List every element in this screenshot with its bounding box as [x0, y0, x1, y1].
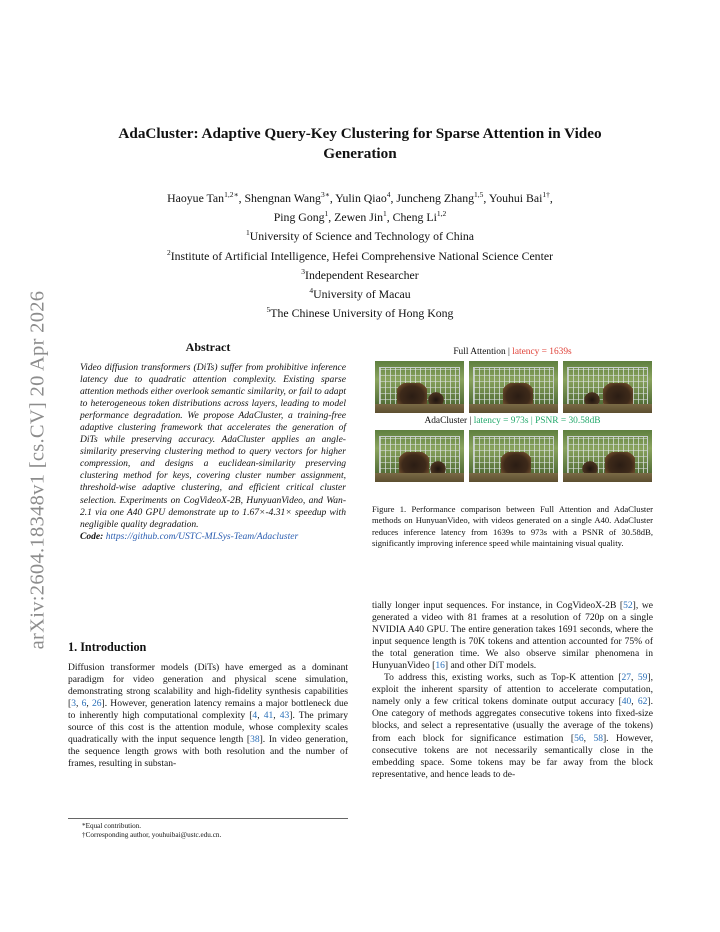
body-text: To address this, existing works, such as Top-K attention [	[384, 672, 622, 684]
citation-link[interactable]: 26	[91, 698, 102, 710]
figure-label-ada	[372, 416, 653, 426]
affiliation-text: The Chinese University of Hong Kong	[270, 306, 454, 321]
affiliation	[90, 283, 630, 302]
video-frame-image	[375, 430, 464, 482]
figure-row-full	[375, 361, 652, 413]
body-text: ] and other DiT models.	[444, 660, 537, 672]
footnote-corresponding: †Corresponding author, youhuibai@ustc.edu.cn.	[82, 831, 222, 840]
abstract-text: Video diffusion transformers (DiTs) suffer from prohibitive inference latency due to quadratic attention complexity. Existing sparse attention methods either overlook semantic similarity, or fail to adapt to heterogeneous token distributions across layers, leading to model performance degradation. We propose AdaCluster, a training-free adaptive clustering framework that accelerates the generation of DiTs while preserving accuracy. AdaCluster applies an angle-similarity preserving clustering method to query vectors for higher compression, and designs a euclidean-similarity preserving clustering method for keys, covering cluster number assignment, threshold-wise adaptive clustering, and efficient critical cluster selection. Experiments on CogVideoX-2B, HunyuanVideo, and Wan-2.1 via one A40 GPU demonstrate up to 1.67×-4.31× speedup with negligible quality degradation.	[80, 362, 346, 530]
right-column-body	[372, 600, 653, 781]
citation-link[interactable]: 52	[623, 600, 633, 611]
abstract-body	[80, 362, 346, 543]
figure-label-full	[372, 347, 653, 357]
affiliation	[90, 245, 630, 264]
author-name: , Yulin Qiao	[329, 190, 387, 205]
abstract-heading: Abstract	[185, 340, 231, 354]
intro-text: ]. The primary source of this cost is the attention module, whose complexity scales quadratically with the input sequence length [	[68, 710, 348, 746]
author-name: , Shengnan Wang	[238, 190, 321, 205]
author-block	[90, 187, 630, 322]
author-name: , Youhui Bai	[483, 190, 543, 205]
citation-link[interactable]: 6	[81, 698, 87, 710]
citation-link[interactable]: 43	[279, 710, 290, 722]
figure-row-ada	[375, 430, 652, 482]
affiliation-text: University of Science and Technology of China	[249, 229, 475, 244]
affiliation-text: University of Macau	[313, 287, 411, 302]
citation-link[interactable]: 40	[621, 696, 632, 708]
body-text: ], exploit the inherent sparsity of attention to accelerate computation, namely only a few critical tokens dominate output accuracy [	[372, 672, 653, 708]
affiliation-sup: 2	[166, 247, 171, 257]
video-frame-image	[469, 361, 558, 413]
author-sup: 4	[386, 190, 391, 199]
paper-title: AdaCluster: Adaptive Query-Key Clustering for Sparse Attention in Video Generation	[118, 125, 602, 162]
affiliation-text: Institute of Artificial Intelligence, Hefei Comprehensive National Science Center	[170, 248, 554, 263]
affiliation-sup: 3	[301, 266, 306, 276]
figure-label-latency: latency = 973s	[473, 416, 529, 426]
author-line-1	[90, 187, 630, 206]
author-name: ,	[549, 190, 553, 205]
affiliation-sup: 1	[245, 228, 250, 238]
author-sup: 3∗	[320, 190, 330, 199]
citation-link[interactable]: 4	[252, 710, 258, 722]
author-name: , Zewen Jin	[328, 210, 383, 225]
paragraph	[372, 600, 653, 672]
affiliation-text: Independent Researcher	[305, 267, 419, 282]
author-sup: 1†	[542, 190, 550, 199]
figure-label-psnr: PSNR = 30.58dB	[535, 416, 601, 426]
author-name: , Cheng Li	[386, 210, 437, 225]
figure-label-method: Full Attention |	[453, 347, 513, 357]
author-sup: 1	[383, 209, 387, 219]
author-name: Ping Gong	[273, 210, 325, 225]
citation-link[interactable]: 58	[593, 732, 603, 744]
figure-label-method: AdaCluster |	[424, 416, 474, 426]
intro-text: ]. In video generation, the sequence length grows with both resolution and the number of frames, resulting in substan-	[68, 734, 348, 770]
affiliation	[90, 225, 630, 244]
figure-caption: Figure 1. Performance comparison between Full Attention and AdaCluster methods on HunyuanVideo, with videos generated on a single A40. AdaCluster reduces inference latency from 1639s to 973s with a PSNR of 30.58dB, significantly improving inference speed while maintaining visual quality.	[372, 504, 653, 549]
citation-link[interactable]: 27	[621, 672, 632, 684]
author-line-2	[90, 206, 630, 225]
video-frame-image	[375, 361, 464, 413]
affiliation	[90, 264, 630, 283]
affiliation-sup: 4	[309, 286, 314, 296]
author-name: , Juncheng Zhang	[390, 190, 475, 205]
intro-heading: 1. Introduction	[68, 640, 147, 654]
video-frame-image	[563, 430, 652, 482]
code-label: Code:	[80, 530, 104, 542]
affiliation-sup: 5	[266, 305, 271, 315]
body-text: tially longer input sequences. For instance, in CogVideoX-2B [	[372, 600, 624, 611]
video-frame-image	[563, 361, 652, 413]
citation-link[interactable]: 3	[71, 698, 76, 710]
footnote-equal: *Equal contribution.	[82, 822, 142, 830]
footnotes	[68, 818, 348, 841]
arxiv-stamp: arXiv:2604.18348v1 [cs.CV] 20 Apr 2026	[26, 290, 49, 650]
author-sup: 1,2	[436, 209, 447, 219]
intro-body: Diffusion transformer models (DiTs) have emerged as a dominant paradigm for video generation and physical scene simulation, demonstrating strong scalability and high-fidelity synthesis capabilities [3, 6, 26]. However, generation latency remains a major bottleneck due to inherently high computational complexity [4, 41, 43]. The primary source of this cost is the attention module, whose complexity scales quadratically with the input sequence length [38]. In video generation, the sequence length grows with both resolution and the number of frames, resulting in substan-	[68, 662, 348, 770]
body-text: ]. However, consecutive tokens are not necessarily semantically close in the embedding space. Some tokens may be far away from the block representative, and hence leads to de-	[372, 732, 653, 780]
figure-label-latency: latency = 1639s	[512, 347, 572, 357]
citation-link[interactable]: 38	[250, 734, 260, 746]
video-frame-image	[469, 430, 558, 482]
citation-link[interactable]: 62	[637, 696, 648, 708]
body-text: ]. One category of methods aggregates consecutive tokens into fixed-size blocks, and select a representative (usually the average of the tokens) from each block for significance estimation [	[372, 696, 653, 744]
body-text: ], we generated a video with 81 frames at a resolution of 720p on a single NVIDIA A40 GPU. The entire generation takes 1691 seconds, where the input sequence length is 70K tokens and attention accounted for 75% of the total generation time. We also observe similar phenomena in HunyuanVideo [	[372, 600, 653, 672]
affiliation	[90, 302, 630, 321]
figure-label-separator: |	[528, 416, 536, 426]
citation-link[interactable]: 56	[574, 732, 584, 744]
paragraph: To address this, existing works, such as Top-K attention [27, 59], exploit the inherent sparsity of attention to accelerate computation, namely only a few critical tokens dominate output accuracy [40, 62]. One category of methods aggregates consecutive tokens into fixed-size blocks, and select a representative (usually the average of the tokens) from each block for significance estimation [56, 58]. However, consecutive tokens are not necessarily semantically close in the embedding space. Some tokens may be far away from the block representative, and hence leads to de-	[372, 672, 653, 780]
intro-text: ]. However, generation latency remains a major bottleneck due to inherently high computational complexity [	[68, 698, 348, 722]
author-name: Haoyue Tan	[167, 190, 225, 205]
code-link[interactable]: https://github.com/USTC-MLSys-Team/Adacluster	[105, 530, 299, 542]
citation-link[interactable]: 16	[435, 660, 445, 672]
author-sup: 1	[324, 209, 329, 219]
intro-text: Diffusion transformer models (DiTs) have emerged as a dominant paradigm for video generation and physical scene simulation, demonstrating strong scalability and high-fidelity synthesis capabilities [	[68, 662, 348, 710]
author-sup: 1,2∗	[224, 190, 239, 199]
citation-link[interactable]: 59	[637, 672, 648, 684]
author-sup: 1,5	[474, 190, 484, 199]
citation-link[interactable]: 41	[263, 710, 274, 722]
